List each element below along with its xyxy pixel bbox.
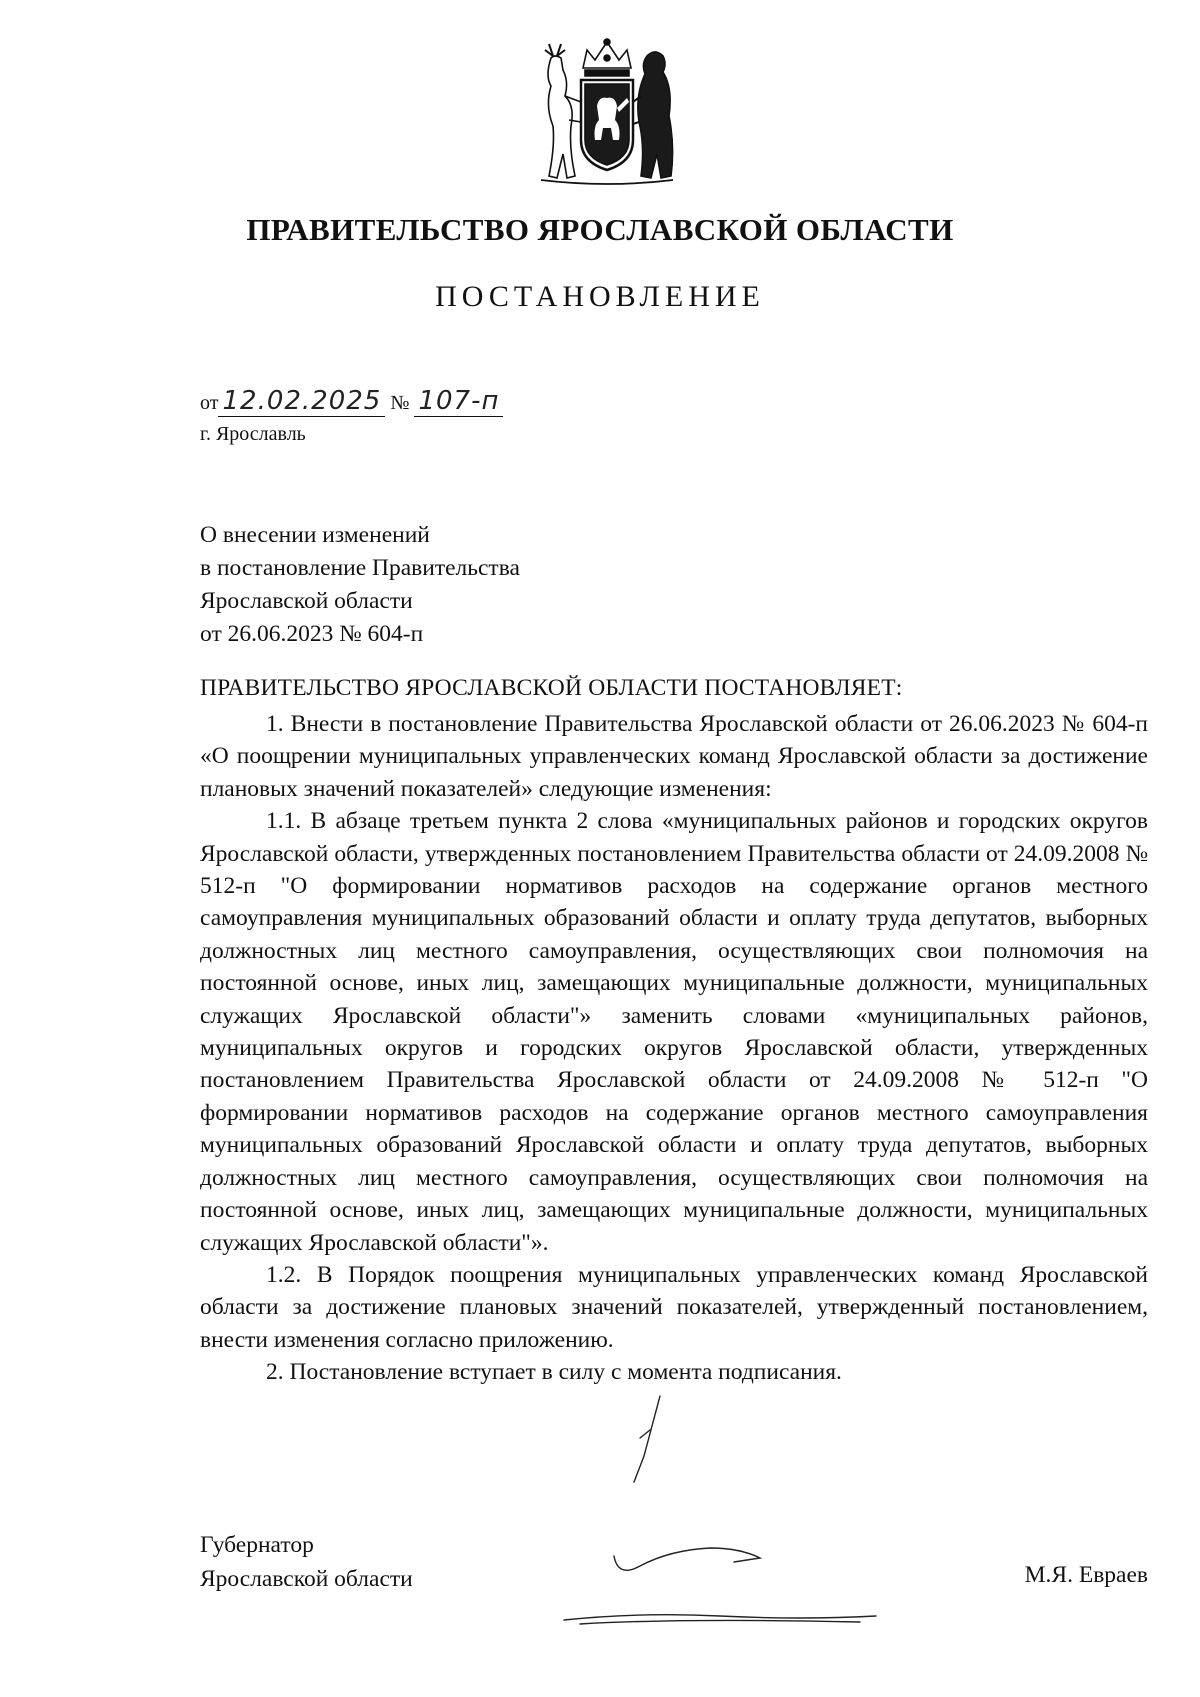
subject-line: Ярославской области	[200, 588, 413, 614]
signatory-title-line: Губернатор	[200, 1532, 314, 1558]
number-prefix: №	[390, 392, 410, 414]
document-body	[200, 708, 1148, 1389]
document-date: 12.02.2025	[222, 386, 382, 416]
date-number-line	[200, 386, 503, 417]
body-paragraph: 1.1. В абзаце третьем пункта 2 слова «муниципальных районов и городских округов Ярославской области, утвержденных постановлением Правительства области от 24.09.2008 № 512-п "О формировании нормативов расходов на содержание органов местного самоуправления муниципальных образований области и оплату труда депутатов, выборных должностных лиц местного самоуправления, осуществляющих свои полномочия на постоянной основе, иных лиц, замещающих муниципальные должности, муниципальных служащих Ярославской области"» заменить словами «муниципальных районов, муниципальных округов и городских округов Ярославской области, утвержденных постановлением Правительства Ярославской области от 24.09.2008 № 512-п "О формировании нормативов расходов на содержание органов местного самоуправления муниципальных образований Ярославской области и оплату труда депутатов, выборных должностных лиц местного самоуправления, осуществляющих свои полномочия на постоянной основе, иных лиц, замещающих муниципальные должности, муниципальных служащих Ярославской области"».	[200, 808, 1148, 1256]
document-number: 107-п	[418, 386, 500, 416]
signatory-name: М.Я. Евраев	[1024, 1562, 1148, 1588]
handwritten-signature-icon	[560, 1390, 960, 1630]
signatory-title	[200, 1528, 413, 1596]
document-subject	[200, 519, 520, 651]
signatory-title-line: Ярославской области	[200, 1566, 413, 1592]
date-prefix: от	[200, 392, 219, 414]
body-paragraph: 1.2. В Порядок поощрения муниципальных управленческих команд Ярославской области за достижение плановых значений показателей, утвержденный постановлением, внести изменения согласно приложению.	[200, 1261, 1148, 1353]
subject-line: в постановление Правительства	[200, 555, 520, 581]
organization-title: ПРАВИТЕЛЬСТВО ЯРОСЛАВСКОЙ ОБЛАСТИ	[246, 212, 954, 247]
subject-line: от 26.06.2023 № 604-п	[200, 621, 424, 647]
coat-of-arms-icon	[535, 36, 679, 186]
city: г. Ярославль	[200, 423, 306, 445]
body-paragraph: 1. Внести в постановление Правительства Ярославской области от 26.06.2023 № 604-п «О поощрении муниципальных управленческих команд Ярославской области за достижение плановых значений показателей» следующие изменения:	[200, 711, 1148, 802]
body-paragraph: 2. Постановление вступает в силу с момента подписания.	[266, 1359, 842, 1386]
resolution-heading: ПРАВИТЕЛЬСТВО ЯРОСЛАВСКОЙ ОБЛАСТИ ПОСТАНОВЛЯЕТ:	[200, 675, 903, 701]
document-type: ПОСТАНОВЛЕНИЕ	[435, 280, 765, 313]
subject-line: О внесении изменений	[200, 522, 430, 548]
